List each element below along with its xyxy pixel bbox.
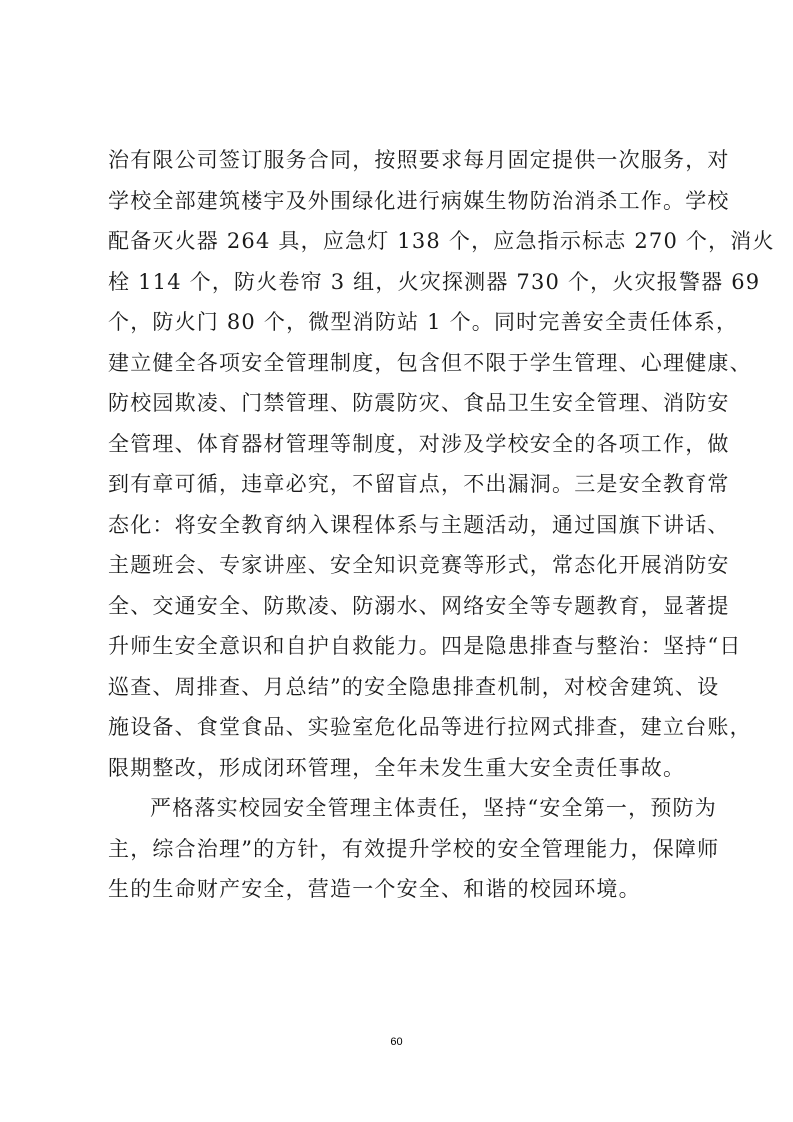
text-line: 全、交通安全、防欺凌、防溺水、网络安全等专题教育，显著提 [108,593,730,618]
text-line: 升师生安全意识和自护自救能力。四是隐患排查与整治：坚持“日 [108,634,742,658]
text-line: 巡查、周排查、月总结”的安全隐患排查机制，对校舍建筑、设 [108,674,720,699]
body-text [108,140,775,910]
text-line: 防校园欺凌、门禁管理、防震防灾、食品卫生安全管理、消防安 [108,391,730,415]
text-line: 态化：将安全教育纳入课程体系与主题活动，通过国旗下讲话、 [108,512,730,537]
text-line: 栓 114 个，防火卷帘 3 组，火灾探测器 730 个，火灾报警器 69 [108,269,761,294]
text-line: 生的生命财产安全，营造一个安全、和谐的校园环境。 [108,877,641,901]
text-line: 治有限公司签订服务合同，按照要求每月固定提供一次服务，对 [108,148,730,172]
text-line: 学校全部建筑楼宇及外围绿化进行病媒生物防治消杀工作。学校 [108,188,730,213]
text-line: 建立健全各项安全管理制度，包含但不限于学生管理、心理健康、 [108,350,752,375]
text-line: 全管理、体育器材管理等制度，对涉及学校安全的各项工作，做 [108,431,730,456]
text-line: 严格落实校园安全管理主体责任，坚持“安全第一，预防为 [150,796,717,820]
text-line: 到有章可循，违章必究，不留盲点，不出漏洞。三是安全教育常 [108,472,730,496]
text-line: 主题班会、专家讲座、安全知识竞赛等形式，常态化开展消防安 [108,553,730,577]
page-number: 60 [390,1036,403,1048]
text-line: 个，防火门 80 个，微型消防站 1 个。同时完善安全责任体系， [108,310,739,334]
paragraph-conclusion [108,788,720,910]
paragraph-safety-measures [108,140,775,788]
text-line: 主，综合治理”的方针，有效提升学校的安全管理能力，保障师 [108,836,720,861]
text-line: 施设备、食堂食品、实验室危化品等进行拉网式排查，建立台账， [108,715,752,739]
text-line: 配备灭火器 264 具，应急灯 138 个，应急指示标志 270 个，消火 [108,229,775,253]
text-line: 限期整改，形成闭环管理，全年未发生重大安全责任事故。 [108,755,686,780]
